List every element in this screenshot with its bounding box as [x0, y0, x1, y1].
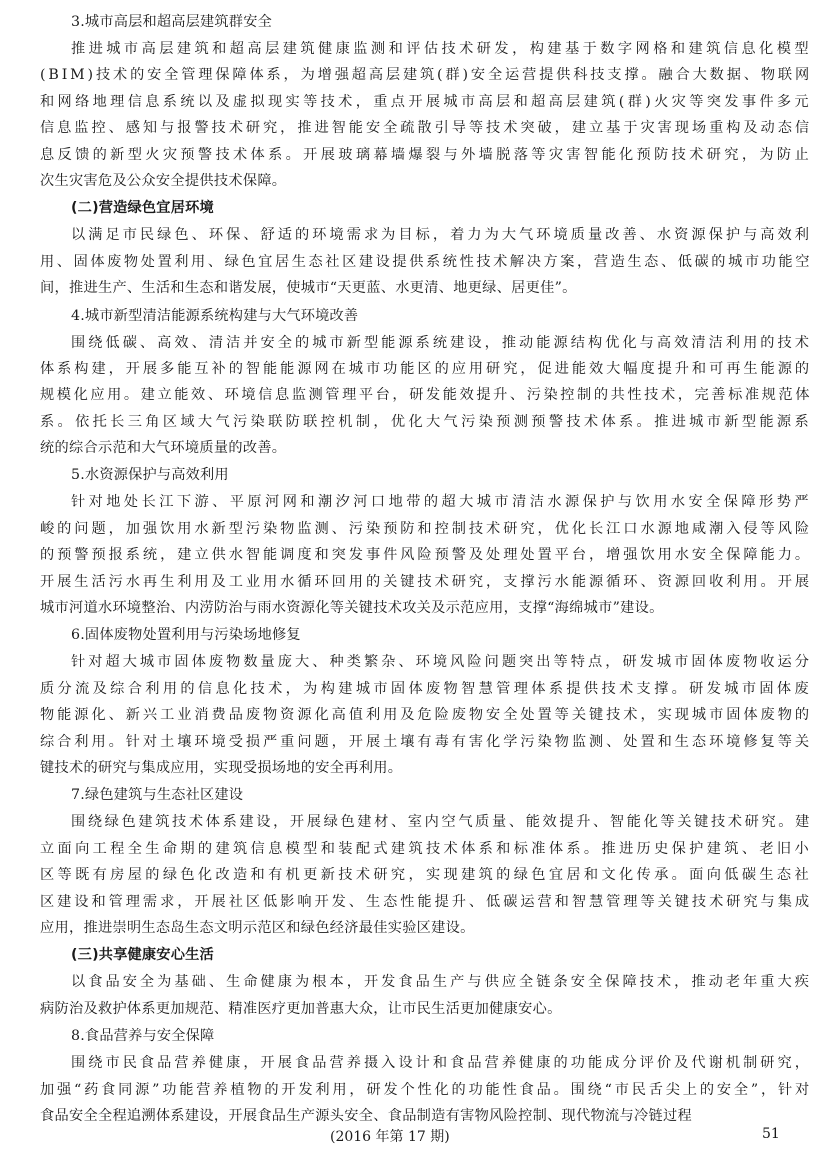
para-6 [40, 649, 812, 781]
page-number: 51 [762, 1126, 780, 1142]
paragraph-line: 城市河道水环境整治、内涝防治与雨水资源化等关键技术攻关及示范应用，支撑“海绵城市”建设。 [40, 600, 664, 617]
paragraph-line: 息反馈的新型火灾预警技术体系。开展玻璃幕墙爆裂与外墙脱落等灾害智能化预防技术研究，为防止 [40, 146, 812, 163]
paragraph-line: 立面向工程全生命期的建筑信息模型和装配式建筑技术体系和标准体系。推进历史保护建筑、老旧小 [40, 840, 812, 857]
heading-5: 5.水资源保护与高效利用 [71, 467, 229, 484]
paragraph-line: 信息监控、感知与报警技术研究，推进智能安全疏散引导等技术突破，建立基于灾害现场重构及动态信 [40, 120, 812, 137]
paragraph-line: 围绕低碳、高效、清洁并安全的城市新型能源系统建设，推动能源结构优化与高效清洁利用的技术 [71, 334, 812, 351]
paragraph-line: 间，推进生产、生活和生态和谐发展，使城市“天更蓝、水更清、地更绿、居更佳”。 [40, 280, 577, 297]
heading-3: 3.城市高层和超高层建筑群安全 [71, 14, 272, 30]
paragraph-line: 系。依托长三角区域大气污染联防联控机制，优化大气污染预测预警技术体系。推进城市新型能源系 [40, 413, 812, 430]
paragraph-line: 以食品安全为基础、生命健康为根本，开发食品生产与供应全链条安全保障技术，推动老年重大疾 [71, 974, 812, 991]
para-sub2 [40, 222, 812, 301]
paragraph-line: 病防治及救护体系更加规范、精准医疗更加普惠大众，让市民生活更加健康安心。 [40, 1000, 562, 1017]
paragraph-line: 和网络地理信息系统以及虚拟现实等技术，重点开展城市高层和超高层建筑(群)火灾等突发事件多元 [40, 93, 812, 110]
paragraph-line: 质分流及综合利用的信息化技术，为构建城市固体废物智慧管理体系提供技术支撑。研发城市固体废 [40, 680, 812, 697]
paragraph-line: 应用，推进崇明生态岛生态文明示范区和绿色经济最佳实验区建设。 [40, 919, 475, 936]
paragraph-line: 物能源化、新兴工业消费品废物资源化高值利用及危险废物安全处置等关键技术，实现城市固体废物的 [40, 707, 812, 724]
paragraph-line: 推进城市高层建筑和超高层建筑健康监测和评估技术研发，构建基于数字网格和建筑信息化模型 [71, 41, 812, 57]
paragraph-line: 针对超大城市固体废物数量庞大、种类繁杂、环境风险问题突出等特点，研发城市固体废物收运分 [71, 654, 812, 671]
paragraph-line: 用、固体废物处置利用、绿色宜居生态社区建设提供系统性技术解决方案，营造生态、低碳的城市功能空 [40, 253, 812, 270]
paragraph-line: 规模化应用。建立能效、环境信息监测管理平台，研发能效提升、污染控制的共性技术，完善标准规范体 [40, 387, 812, 404]
paragraph-line: (BIM)技术的安全管理保障体系，为增强超高层建筑(群)安全运营提供科技支撑。融合大数据、物联网 [40, 67, 812, 84]
page-footer [0, 1122, 827, 1152]
issue-label: (2016 年第 17 期) [330, 1129, 450, 1145]
para-8 [40, 1050, 812, 1129]
para-3 [40, 36, 812, 194]
para-4 [40, 330, 812, 462]
paragraph-line: 区等既有房屋的绿色化改造和有机更新技术研究，实现建筑的绿色宜居和文化传承。面向低碳生态社 [40, 867, 812, 884]
paragraph-line: 围绕市民食品营养健康，开展食品营养摄入设计和食品营养健康的功能成分评价及代谢机制研究， [71, 1055, 812, 1072]
paragraph-line: 食品安全全程追溯体系建设，开展食品生产源头安全、食品制造有害物风险控制、现代物流与冷链过程 [40, 1107, 692, 1124]
paragraph-line: 峻的问题，加强饮用水新型污染物监测、污染预防和控制技术研究，优化长江口水源地咸潮入侵等风险 [40, 520, 812, 537]
para-sub3 [40, 969, 812, 1022]
para-5 [40, 489, 812, 621]
paragraph-line: 以满足市民绿色、环保、舒适的环境需求为目标，着力为大气环境质量改善、水资源保护与高效利 [71, 227, 812, 244]
paragraph-line: 围绕绿色建筑技术体系建设，开展绿色建材、室内空气质量、能效提升、智能化等关键技术研究。建 [71, 814, 812, 831]
paragraph-line: 区建设和管理需求，开展社区低影响开发、生态性能提升、低碳运营和智慧管理等关键技术研究与集成 [40, 893, 812, 910]
heading-8: 8.食品营养与安全保障 [71, 1028, 215, 1045]
paragraph-line: 开展生活污水再生利用及工业用水循环回用的关键技术研究，支撑污水能源循环、资源回收利用。开展 [40, 573, 812, 590]
paragraph-line: 统的综合示范和大气环境质量的改善。 [40, 440, 287, 457]
heading-7: 7.绿色建筑与生态社区建设 [71, 787, 244, 804]
paragraph-line: 的预警预报系统，建立供水智能调度和突发事件风险预警及处理处置平台，增强饮用水安全保障能力。 [40, 547, 812, 564]
heading-6: 6.固体废物处置利用与污染场地修复 [71, 627, 301, 644]
paragraph-line: 体系构建，开展多能互补的智能能源网在城市功能区的应用研究，促进能效大幅度提升和可再生能源的 [40, 360, 812, 377]
subheading-3: (三)共享健康安心生活 [71, 947, 214, 964]
document-body [40, 8, 812, 1129]
subheading-2: (二)营造绿色宜居环境 [71, 200, 214, 217]
para-7 [40, 809, 812, 941]
paragraph-line: 综合利用。针对土壤环境受损严重问题，开展土壤有毒有害化学污染物监测、处置和生态环境修复等关 [40, 733, 812, 750]
paragraph-line: 加强“药食同源”功能营养植物的开发利用，研发个性化的功能性食品。围绕“市民舌尖上的安全”，针对 [40, 1081, 812, 1098]
heading-4: 4.城市新型清洁能源系统构建与大气环境改善 [71, 307, 359, 324]
paragraph-line: 次生灾害危及公众安全提供技术保障。 [40, 172, 287, 189]
paragraph-line: 键技术的研究与集成应用，实现受损场地的安全再利用。 [40, 759, 403, 776]
paragraph-line: 针对地处长江下游、平原河网和潮汐河口地带的超大城市清洁水源保护与饮用水安全保障形势严 [71, 494, 812, 511]
